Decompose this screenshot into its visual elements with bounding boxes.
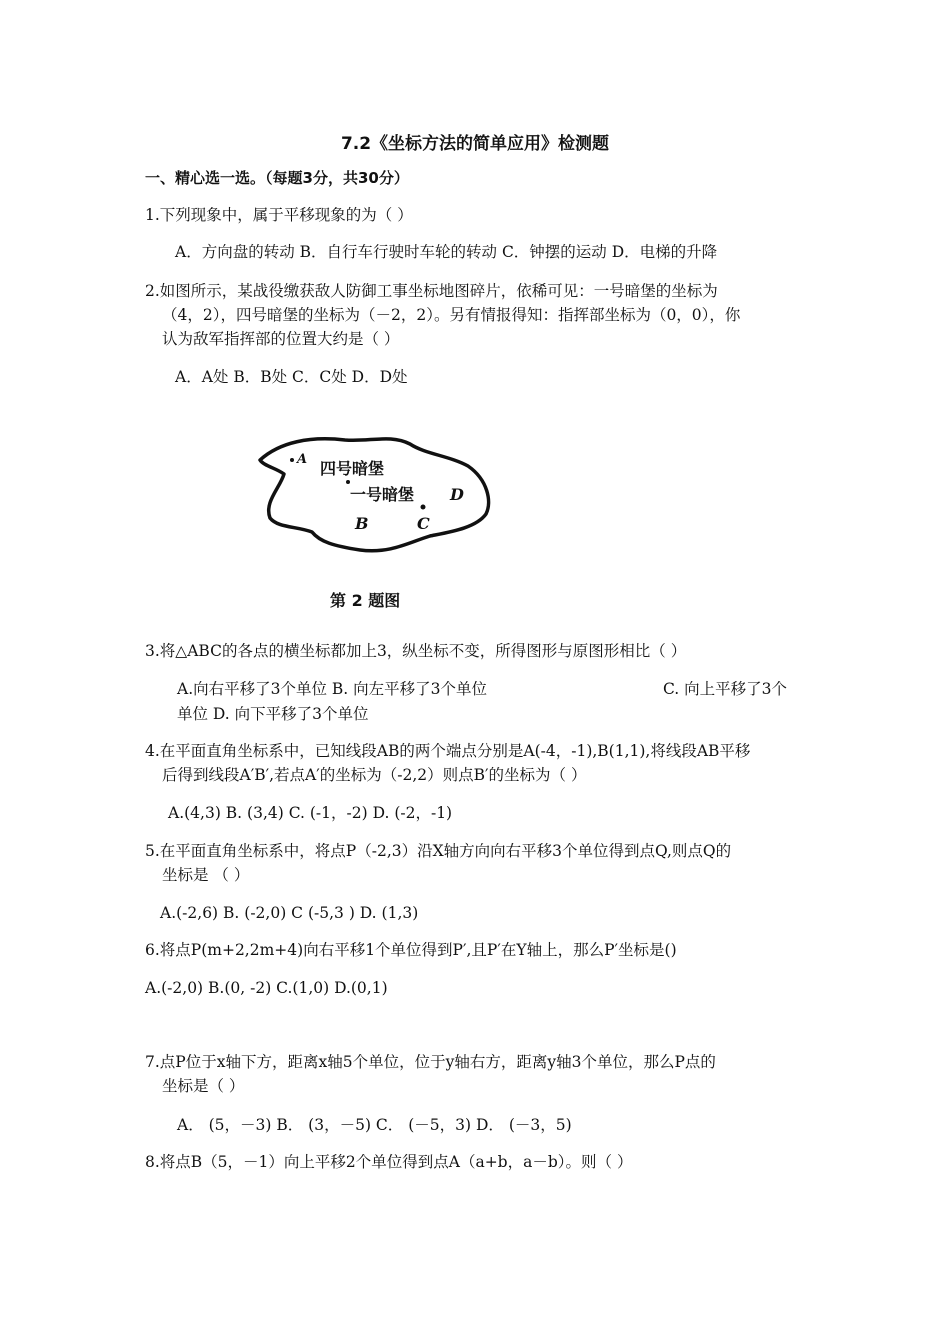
label-b: B [355,514,369,533]
question-5-line-2: 坐标是 （ ） [162,866,250,884]
question-4-line-2: 后得到线段A′B′,若点A′的坐标为（-2,2）则点B′的坐标为（ ） [162,766,587,784]
question-2-options: A．A处 B．B处 C．C处 D．D处 [175,368,408,386]
map-fragment-figure [250,430,500,560]
question-7-line-1: 7.点P位于x轴下方，距离x轴5个单位，位于y轴右方，距离y轴3个单位，那么P点的 [145,1053,716,1071]
label-d: D [450,485,464,504]
question-5-line-1: 5.在平面直角坐标系中，将点P（-2,3）沿X轴方向向右平移3个单位得到点Q,则点Q的 [145,842,732,860]
question-7-options: A． (5，－3) B． (3，－5) C． (－5，3) D． (－3，5) [177,1116,572,1134]
question-3-option-d: 单位 D. 向下平移了3个单位 [177,705,369,723]
question-2-line-1: 2.如图所示，某战役缴获敌人防御工事坐标地图碎片，依稀可见：一号暗堡的坐标为 [145,282,718,300]
document-title: 7.2《坐标方法的简单应用》检测题 [340,134,610,154]
label-four-bunker: 四号暗堡 [320,459,385,478]
point-four-dot [346,480,350,484]
question-6: 6.将点P(m+2,2m+4)向右平移1个单位得到P′,且P′在Y轴上，那么P′坐标是() [145,941,677,959]
question-2 [145,279,740,351]
question-1-options: A．方向盘的转动 B．自行车行驶时车轮的转动 C．钟摆的运动 D．电梯的升降 [175,243,718,261]
question-3-option-c: C. 向上平移了3个 [663,680,788,698]
question-7 [145,1050,716,1098]
point-c-dot [421,505,426,510]
question-1: 1.下列现象中，属于平移现象的为（ ） [145,206,413,224]
question-2-line-2: （4，2），四号暗堡的坐标为（－2，2）。另有情报得知：指挥部坐标为（0，0），你 [162,306,741,324]
question-3-options-ab: A.向右平移了3个单位 B. 向左平移了3个单位 [177,680,488,698]
question-4 [145,739,750,787]
label-one-bunker: 一号暗堡 [350,485,415,504]
figure-caption: 第 2 题图 [330,591,401,610]
label-a: A [297,452,308,467]
point-a-dot [290,458,294,462]
question-6-options: A.(-2,0) B.(0, -2) C.(1,0) D.(0,1) [145,979,388,997]
section-heading: 一、精心选一选。（每题3分，共30分） [145,169,409,187]
question-4-line-1: 4.在平面直角坐标系中，已知线段AB的两个端点分别是A(-4，-1),B(1,1),将线段AB平移 [145,742,751,760]
question-2-line-3: 认为敌军指挥部的位置大约是（ ） [162,330,400,348]
question-8: 8.将点B（5，－1）向上平移2个单位得到点A（a+b，a－b）。则（ ） [145,1153,633,1171]
question-3: 3.将△ABC的各点的横坐标都加上3，纵坐标不变，所得图形与原图形相比（ ） [145,642,687,660]
question-5-options: A.(-2,6) B. (-2,0) C (-5,3 ) D. (1,3) [160,904,419,922]
question-4-options: A.(4,3) B. (3,4) C. (-1，-2) D. (-2，-1) [168,804,453,822]
label-c: C [417,514,430,533]
question-5 [145,839,731,887]
question-7-line-2: 坐标是（ ） [162,1077,245,1095]
